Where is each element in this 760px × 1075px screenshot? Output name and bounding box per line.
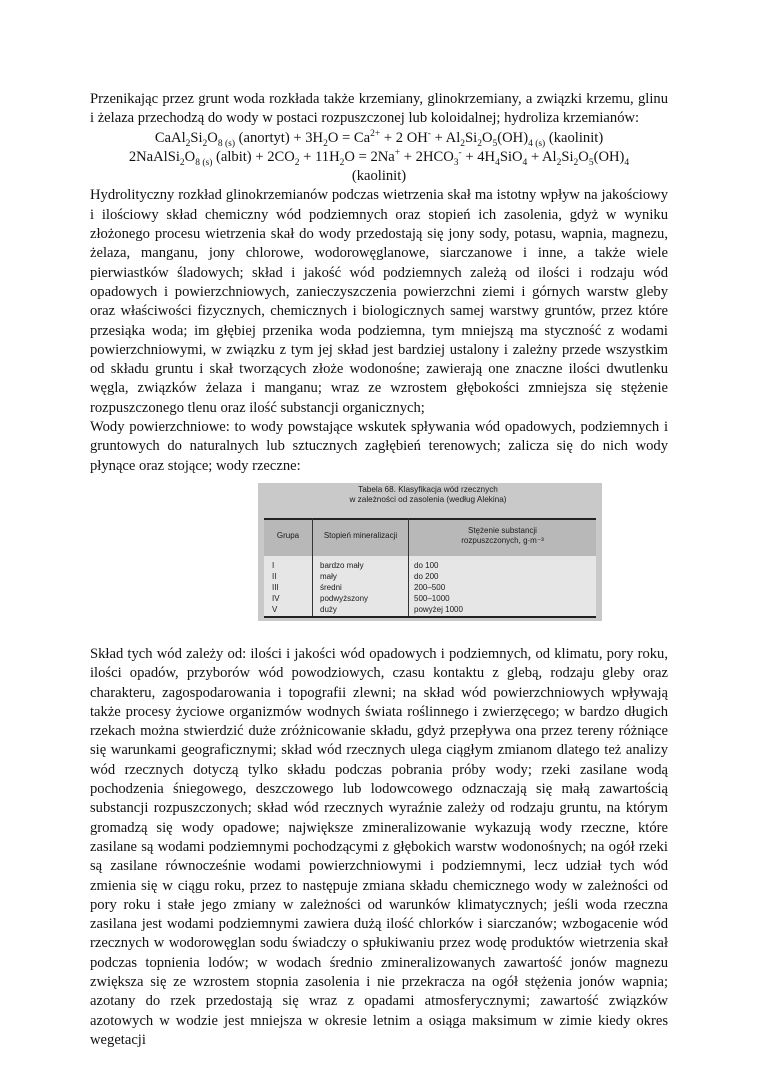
table-cell: 200–500 <box>414 582 446 592</box>
river-water-classification-table <box>258 483 602 621</box>
header-group: Grupa <box>276 530 300 540</box>
column-concentrations <box>414 560 463 615</box>
paragraph-surface-water: Wody powierzchniowe: to wody powstające wskutek spływania wód opadowych, podziemnych i gruntowych do naturalnych lub sztucznych zagłębień terenowych; zalicza się do nich wody płynące oraz stojące; wody rzeczne: <box>90 419 668 474</box>
table-cell: I <box>272 560 275 570</box>
table-cell: mały <box>320 571 337 581</box>
equation-anortyt: $CaAl_2Si_2O_{8 (s)}$ (anortyt) + $3H_2O = Ca^{2+} + 2$ $OH^- + Al_2Si_2O_5(OH)_{4 (s)}$ (kaolinit) <box>154 128 604 149</box>
table-cell: V <box>272 604 278 614</box>
table-cell: bardzo mały <box>320 560 364 570</box>
paragraph-silicate-hydrolysis: Przenikając przez grunt woda rozkłada także krzemiany, glinokrzemiany, a związki krzemu, glinu i żelaza przechodzą do wody w postaci rozpuszczonej lub koloidalnej; hydroliza krzemianów: <box>90 91 668 127</box>
column-groups <box>272 560 280 615</box>
table-cell: III <box>272 582 279 592</box>
paragraph-groundwater: Hydrolityczny rozkład glinokrzemianów podczas wietrzenia skał ma istotny wpływ na jakościowy i ilościowy skład chemiczny wód podziemnych oraz stopień ich zasolenia, gdyż w wyniku złożonego procesu wietrzenia skał do wody przedostają się jony sody, potasu, wapnia, magnezu, żelaza, manganu, jony chlorowe, wodorowęglanowe, siarczanowe i inne, a także wiele pierwiastków śladowych; skład i jakość wód podziemnych zależą od ilości i rodzaju wód opadowych i powierzchniowych, zanieczyszczenia powierzchni ziemi i górnych warstw gleby oraz właściwości fizycznych, chemicznych i biologicznych samej warstwy gruntów, przez które przesiąka woda; im głębiej przenika woda podziemna, tym mniejszą ma styczność z wodami powierzchniowymi, w związku z tym jej skład jest bardziej ustalony i zależny przede wszystkim od składu gruntu i skał tworzących złoże wodonośne; zawierają one znaczne ilości dwutlenku węgla, związków żelaza i manganu; wraz ze wzrostem głębokości zmniejsza się stężenie rozpuszczonego tlenu oraz ilość substancji organicznych; <box>90 187 668 416</box>
header-mineralization: Stopień mineralizacji <box>323 530 398 540</box>
equation-albit-product-label: (kaolinit) <box>351 168 407 185</box>
table-cell: duży <box>320 604 337 614</box>
table-cell: do 100 <box>414 560 439 570</box>
spacer <box>90 621 668 645</box>
table-cell: II <box>272 571 277 581</box>
table-cell: IV <box>272 593 280 603</box>
table-cell: podwyższony <box>320 593 369 603</box>
paragraph-river-composition: Skład tych wód zależy od: ilości i jakości wód opadowych i podziemnych, od klimatu, pory roku, ilości opadów, przyborów wód powodziowych, czasu kontaktu z glebą, rodzaju gleby oraz charakteru, zagospodarowania i topografii zlewni; na skład wód powierzchniowych wpływają także procesy życiowe organizmów wodnych świata roślinnego i zwierzęcego; w bardzo długich rzekach można stwierdzić duże zróżnicowanie składu, gdyż przepływa ona przez tereny różniące się warunkami geograficznymi; skład wód rzecznych ulega ciągłym zmianom dlatego też analizy wód rzecznych dotyczą tylko składu podczas pobrania próby wody; rzeki zasilane wodą pochodzenia śniegowego, deszczowego lub lodowcowego odznaczają się małą zawartością substancji rozpuszczonych; skład wód rzecznych wyraźnie zależy od rodzaju gruntu, na którym gromadzą się wody opadowe; największe zmineralizowanie wykazują wody rzeczne, które zasilane są wodami podziemnymi pochodzącymi z głębokich warstw wodonośnych; na ogół rzeki są zasilane równocześnie wodami powierzchniowymi i podziemnymi, lecz udział tych wód zmienia się w ciągu roku, przez to następuje zmiana składu chemicznego wody w zależności od pory roku i stałe jego zmiany w zależności od warunków klimatycznych; jeśli woda rzeczna zasilana jest wodami podziemnymi zawiera dużą ilość chlorków i siarczanów; wzbogacenie wód rzecznych w wodorowęglan sodu świadczy o spłukiwaniu przez wodę produktów wietrzenia skał podczas topnienia lodów; w wodach średnio zmineralizowanych zawartość jonów magnezu zwiększa się ze wzrostem stopnia zasolenia i nie przekracza na ogół stężenia jonów wapnia; azotany do rzek przedostają się wraz z opadami atmosferycznymi; zawartość związków azotowych w wodzie jest mniejsza w okresie letnim a osiąga maksimum w zimie kiedy okres wegetacji <box>90 645 668 1048</box>
table-cell: 500–1000 <box>414 593 450 603</box>
table-title: Tabela 68. Klasyfikacja wód rzecznych w zależności od zasolenia (według Alekina) <box>349 484 507 504</box>
table-cell: do 200 <box>414 571 439 581</box>
header-concentration: Stężenie substancji rozpuszczonych, g·m⁻³ <box>461 525 544 545</box>
equation-albit: $2NaAlSi_2O_{8 (s)}$ (albit) + $2CO_2 + 11H_2O = 2Na^+ + 2HCO_3^- + 4H_4SiO_4 + Al_2Si_2O_5(OH)_4$ <box>128 148 630 168</box>
document-page <box>90 90 668 1050</box>
table-cell: powyżej 1000 <box>414 604 463 614</box>
table-cell: średni <box>320 582 342 592</box>
column-degrees <box>320 560 368 615</box>
